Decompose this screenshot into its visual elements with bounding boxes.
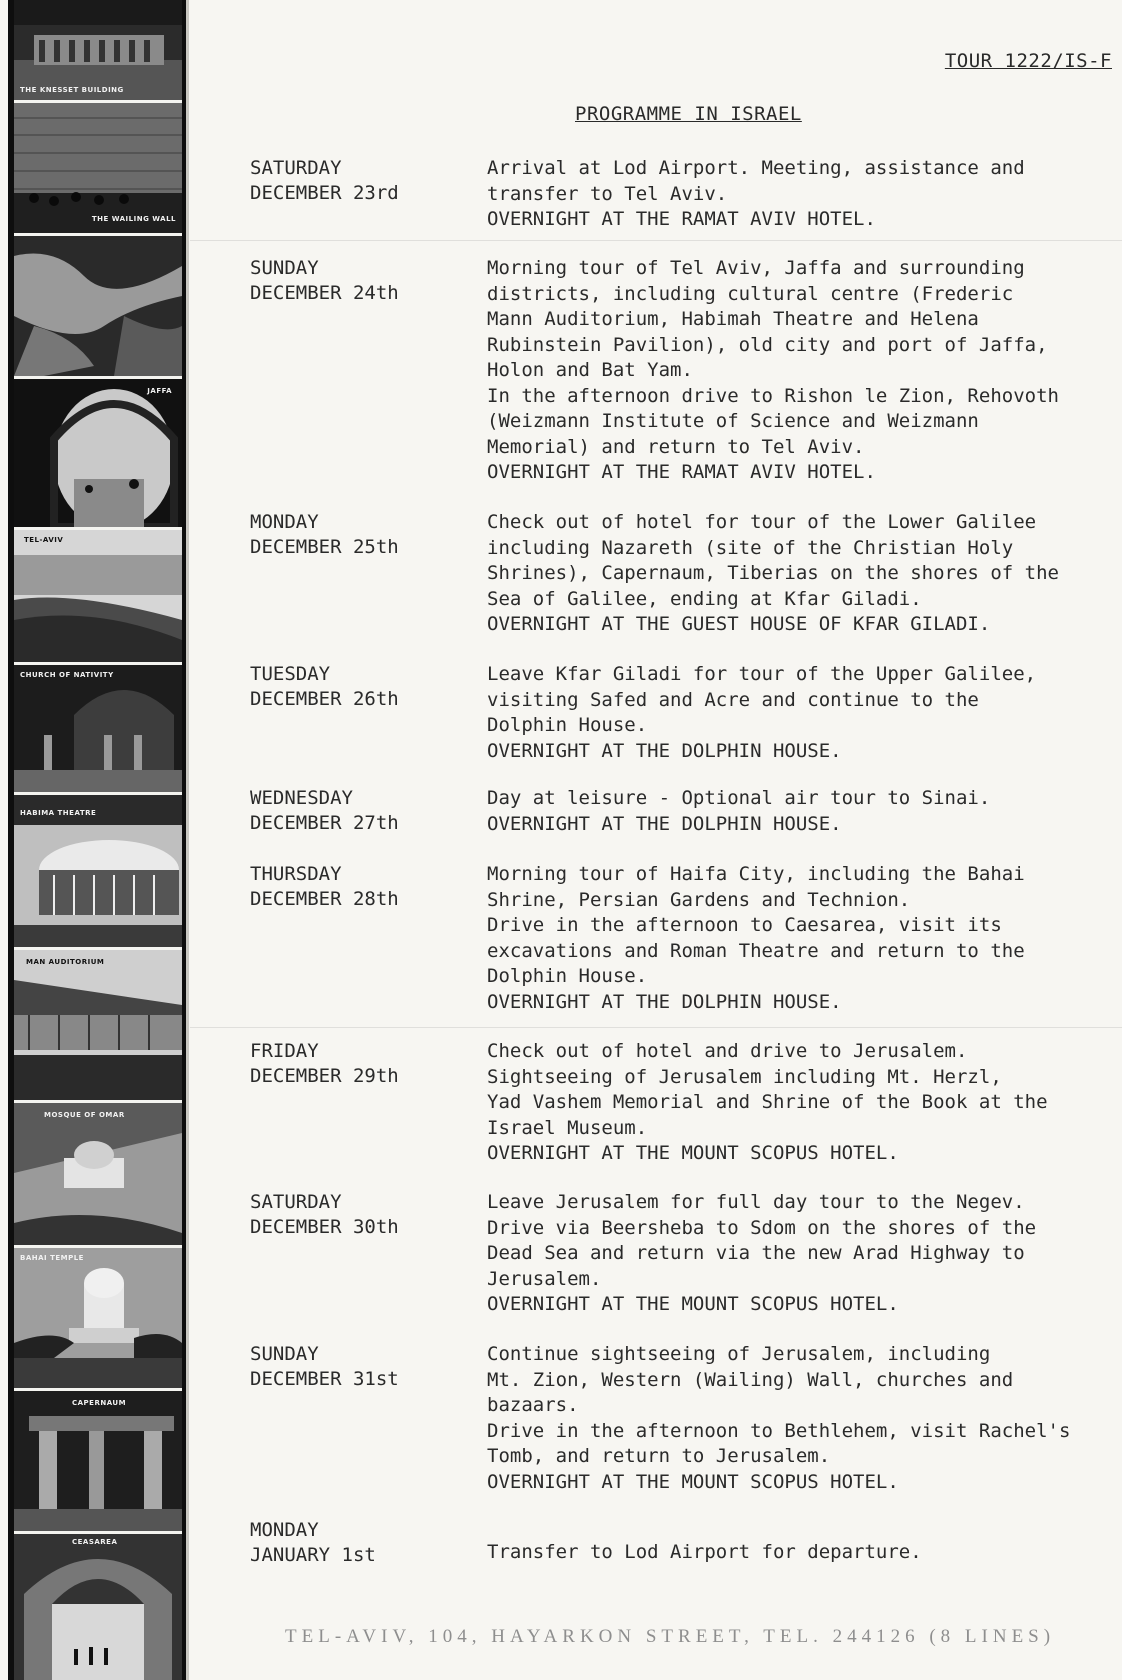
date: DECEMBER 26th [250, 688, 399, 710]
weekday: SATURDAY [250, 157, 342, 179]
description-line: Holon and Bat Yam. [487, 359, 693, 381]
description-line: Day at leisure - Optional air tour to Sinai. [487, 787, 991, 809]
day-label [250, 510, 399, 560]
description-line: In the afternoon drive to Rishon le Zion, Rehovoth [487, 384, 1059, 407]
description-line: Rubinstein Pavilion), old city and port of Jaffa, [487, 333, 1048, 356]
photo-strip [8, 0, 188, 1680]
day-label [250, 256, 399, 306]
description-line: Leave Jerusalem for full day tour to the Negev. [487, 1191, 1025, 1213]
footer-address: TEL-AVIV, 104, HAYARKON STREET, TEL. 244126 (8 LINES) [285, 1626, 1056, 1647]
description-line: Check out of hotel for tour of the Lower Galilee [487, 511, 1037, 533]
description-line: Arrival at Lod Airport. Meeting, assistance and [487, 157, 1025, 179]
day-description [487, 1342, 1070, 1495]
photo-caption: JAFFA [147, 387, 172, 395]
photo-caption: MAN AUDITORIUM [26, 958, 105, 966]
weekday: SUNDAY [250, 257, 319, 279]
photo-knesset [14, 0, 182, 103]
photo-caption: CEASAREA [72, 1538, 118, 1546]
photo-caption: THE WAILING WALL [91, 215, 176, 223]
day-description [487, 156, 1025, 233]
description-line: excavations and Roman Theatre and return to the [487, 939, 1025, 962]
date: DECEMBER 25th [250, 536, 399, 558]
photo-habima-theatre [14, 795, 182, 950]
overnight-line: OVERNIGHT AT THE RAMAT AVIV HOTEL. [487, 461, 876, 483]
weekday: SATURDAY [250, 1191, 342, 1213]
photo-caption: BAHAI TEMPLE [20, 1254, 84, 1262]
photo-jaffa [14, 379, 182, 530]
day-description [487, 862, 1025, 1015]
weekday: SUNDAY [250, 1343, 319, 1365]
photo-caption: MOSQUE OF OMAR [44, 1111, 125, 1119]
photo-mann-auditorium [14, 950, 182, 1103]
description-line: Israel Museum. [487, 1116, 648, 1139]
date: DECEMBER 28th [250, 888, 399, 910]
overnight-line: OVERNIGHT AT THE MOUNT SCOPUS HOTEL. [487, 1293, 899, 1315]
description-line: Shrine, Persian Gardens and Technion. [487, 888, 911, 911]
overnight-line: OVERNIGHT AT THE RAMAT AVIV HOTEL. [487, 208, 876, 230]
date: DECEMBER 24th [250, 282, 399, 304]
day-description [487, 786, 990, 837]
photo-caption: TEL-AVIV [24, 536, 64, 544]
description-line: Leave Kfar Giladi for tour of the Upper Galilee, [487, 663, 1037, 685]
day-label [250, 1190, 399, 1240]
date: DECEMBER 29th [250, 1065, 399, 1087]
weekday: FRIDAY [250, 1040, 319, 1062]
description-line: Dolphin House. [487, 714, 648, 736]
date: DECEMBER 23rd [250, 182, 399, 204]
photo-caption: HABIMA THEATRE [20, 809, 97, 817]
photo-caesarea [14, 1534, 182, 1680]
description-line: Memorial) and return to Tel Aviv. [487, 435, 865, 458]
weekday: MONDAY [250, 1519, 319, 1541]
day-description [487, 662, 1036, 764]
description-line: including Nazareth (site of the Christian Holy [487, 536, 1014, 559]
day-description [487, 1039, 1048, 1167]
description-line: Sightseeing of Jerusalem including Mt. Herzl, [487, 1065, 1002, 1088]
description-line: Morning tour of Tel Aviv, Jaffa and surrounding [487, 257, 1025, 279]
description-line: Dolphin House. [487, 965, 648, 987]
description-line: Sea of Galilee, ending at Kfar Giladi. [487, 587, 922, 610]
day-description [487, 256, 1059, 486]
weekday: THURSDAY [250, 863, 342, 885]
photo-caption: CHURCH OF NATIVITY [20, 671, 114, 679]
page-title: PROGRAMME IN ISRAEL [575, 103, 802, 125]
overnight-line: OVERNIGHT AT THE DOLPHIN HOUSE. [487, 812, 842, 835]
description-line: Transfer to Lod Airport for departure. [487, 1541, 922, 1563]
description-line: districts, including cultural centre (Frederic [487, 282, 1014, 305]
day-label [250, 662, 399, 712]
fold-line [190, 240, 1122, 241]
photo-tel-aviv [14, 530, 182, 665]
day-label [250, 786, 399, 836]
description-line: Morning tour of Haifa City, including the Bahai [487, 863, 1025, 885]
description-line: Mann Auditorium, Habimah Theatre and Helena [487, 308, 979, 330]
tour-code: TOUR 1222/IS-F [944, 50, 1112, 72]
day-label [250, 156, 399, 206]
description-line: Jerusalem. [487, 1267, 602, 1290]
strip-edge [186, 0, 189, 1680]
day-description [487, 510, 1059, 638]
description-line: Yad Vashem Memorial and Shrine of the Book at the [487, 1091, 1048, 1113]
overnight-line: OVERNIGHT AT THE MOUNT SCOPUS HOTEL. [487, 1470, 899, 1493]
date: DECEMBER 30th [250, 1216, 399, 1238]
fold-line [190, 1027, 1122, 1028]
description-line: Mt. Zion, Western (Wailing) Wall, churches and [487, 1368, 1014, 1391]
date: DECEMBER 27th [250, 812, 399, 834]
day-label [250, 1518, 376, 1568]
description-line: bazaars. [487, 1394, 579, 1416]
description-line: Drive in the afternoon to Bethlehem, visit Rachel's [487, 1419, 1071, 1442]
day-label [250, 862, 399, 912]
overnight-line: OVERNIGHT AT THE GUEST HOUSE OF KFAR GILADI. [487, 613, 991, 635]
description-line: Drive via Beersheba to Sdom on the shores of the [487, 1216, 1037, 1239]
day-label [250, 1342, 399, 1392]
description-line: (Weizmann Institute of Science and Weizmann [487, 410, 979, 432]
description-line: transfer to Tel Aviv. [487, 182, 728, 205]
photo-bahai-temple [14, 1248, 182, 1391]
photo-mosque-of-omar [14, 1103, 182, 1248]
photo-church-nativity [14, 665, 182, 795]
date: DECEMBER 31st [250, 1368, 399, 1390]
description-line: Drive in the afternoon to Caesarea, visit its [487, 914, 1002, 936]
overnight-line: OVERNIGHT AT THE DOLPHIN HOUSE. [487, 739, 842, 762]
photo-caption: THE KNESSET BUILDING [20, 86, 124, 94]
description-line: Dead Sea and return via the new Arad Highway to [487, 1242, 1025, 1264]
description-line: Shrines), Capernaum, Tiberias on the shores of the [487, 562, 1059, 584]
description-line: Check out of hotel and drive to Jerusalem. [487, 1040, 968, 1062]
date: JANUARY 1st [250, 1544, 376, 1566]
overnight-line: OVERNIGHT AT THE DOLPHIN HOUSE. [487, 990, 842, 1013]
weekday: MONDAY [250, 511, 319, 533]
day-label [250, 1039, 399, 1089]
overnight-line: OVERNIGHT AT THE MOUNT SCOPUS HOTEL. [487, 1142, 899, 1164]
weekday: TUESDAY [250, 663, 331, 685]
description-line: visiting Safed and Acre and continue to the [487, 688, 979, 711]
description-line: Continue sightseeing of Jerusalem, including [487, 1343, 991, 1365]
day-description [487, 1190, 1036, 1318]
photo-canyon [14, 236, 182, 379]
photo-caption: CAPERNAUM [72, 1399, 127, 1407]
photo-capernaum [14, 1391, 182, 1534]
photo-wailing-wall [14, 103, 182, 236]
weekday: WEDNESDAY [250, 787, 353, 809]
description-line: Tomb, and return to Jerusalem. [487, 1445, 831, 1467]
day-description [487, 1540, 922, 1566]
